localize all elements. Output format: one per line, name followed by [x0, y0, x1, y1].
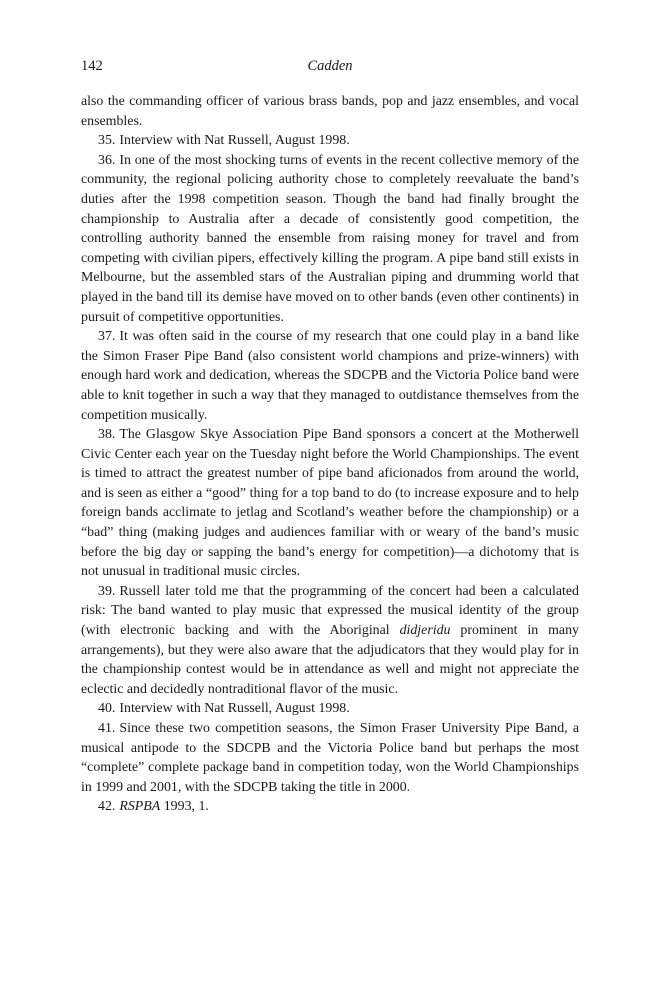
endnote-text: Interview with Nat Russell, August 1998. — [119, 133, 350, 149]
endnote-number: 39. — [98, 583, 116, 599]
endnote-text: prominent in many arrangements), but they were also aware that the adjudicators that they would play for in the championship contest would be in attendance as well and might not appreciate the eclectic and decidedly nontraditional flavor of the music. — [81, 623, 579, 697]
endnote-italic-text: didjeridu — [399, 623, 451, 639]
endnote-number: 42. — [98, 799, 116, 815]
endnote-italic-text: RSPBA — [119, 799, 161, 815]
endnote — [81, 151, 579, 327]
endnote-text: It was often said in the course of my research that one could play in a band like the Simon Fraser Pipe Band (also consistent world champions and prize-winners) with enough hard work and dedication, whereas the SDCPB and the Victoria Police band were able to knit together in such a way that they managed to outdistance themselves from the competition musically. — [81, 329, 579, 423]
endnote — [81, 582, 579, 700]
running-title: Cadden — [307, 58, 353, 74]
endnote-text: The Glasgow Skye Association Pipe Band sponsors a concert at the Motherwell Civic Center each year on the Tuesday night before the World Championships. The event is timed to attract the greatest number of pipe band aficionados from around the world, and is seen as either a “good” thing for a top band to do (to increase exposure and to help foreign bands acclimate to jetlag and Scotland’s weather before the championship) or a “bad” thing (making judges and audiences familiar with or weary of the band’s music before the big day or sapping the band’s energy for competition)—a dichotomy that is not unusual in traditional music circles. — [81, 427, 579, 580]
endnote — [81, 131, 579, 151]
endnote — [81, 327, 579, 425]
endnote — [81, 797, 579, 817]
endnote-text: 1993, 1. — [160, 799, 209, 815]
endnote-number: 40. — [98, 701, 116, 717]
endnote-number: 35. — [98, 133, 116, 149]
endnote-text: also the commanding officer of various brass bands, pop and jazz ensembles, and vocal ensembles. — [81, 94, 579, 129]
endnote-text: Since these two competition seasons, the Simon Fraser University Pipe Band, a musical antipode to the SDCPB and the Victoria Police band but perhaps the most “complete” complete package band in competition today, won the World Championships in 1999 and 2001, with the SDCPB taking the title in 2000. — [81, 721, 579, 795]
running-head — [81, 56, 579, 76]
endnotes — [81, 92, 579, 817]
endnote — [81, 425, 579, 582]
endnote-number: 37. — [98, 329, 116, 345]
endnote — [81, 719, 579, 797]
page-number: 142 — [81, 58, 103, 74]
endnote-number: 41. — [98, 721, 116, 736]
endnote-number: 38. — [98, 427, 116, 443]
endnote-text: Interview with Nat Russell, August 1998. — [119, 701, 350, 717]
endnote-text: In one of the most shocking turns of events in the recent collective memory of the community, the regional policing authority chose to completely reevaluate the band’s duties after the 1998 competition season. Though the band had finally brought the championship to Australia after a decade of consistently good competition, the controlling authority banned the ensemble from raising money for travel and from competing with civilian pipers, effectively killing the program. A pipe band still exists in Melbourne, but the assembled stars of the Australian piping and drumming world that played in the band till its demise have moved on to other bands (even other continents) in pursuit of competitive opportunities. — [81, 152, 579, 325]
endnote — [81, 699, 579, 719]
endnote — [81, 92, 579, 131]
endnote-number: 36. — [98, 152, 116, 168]
endnote-text: Russell later told me that the programming of the concert had been a calculated risk: The band wanted to play music that expressed the musical identity of the group (with electronic backing and with the Aboriginal — [81, 583, 579, 639]
